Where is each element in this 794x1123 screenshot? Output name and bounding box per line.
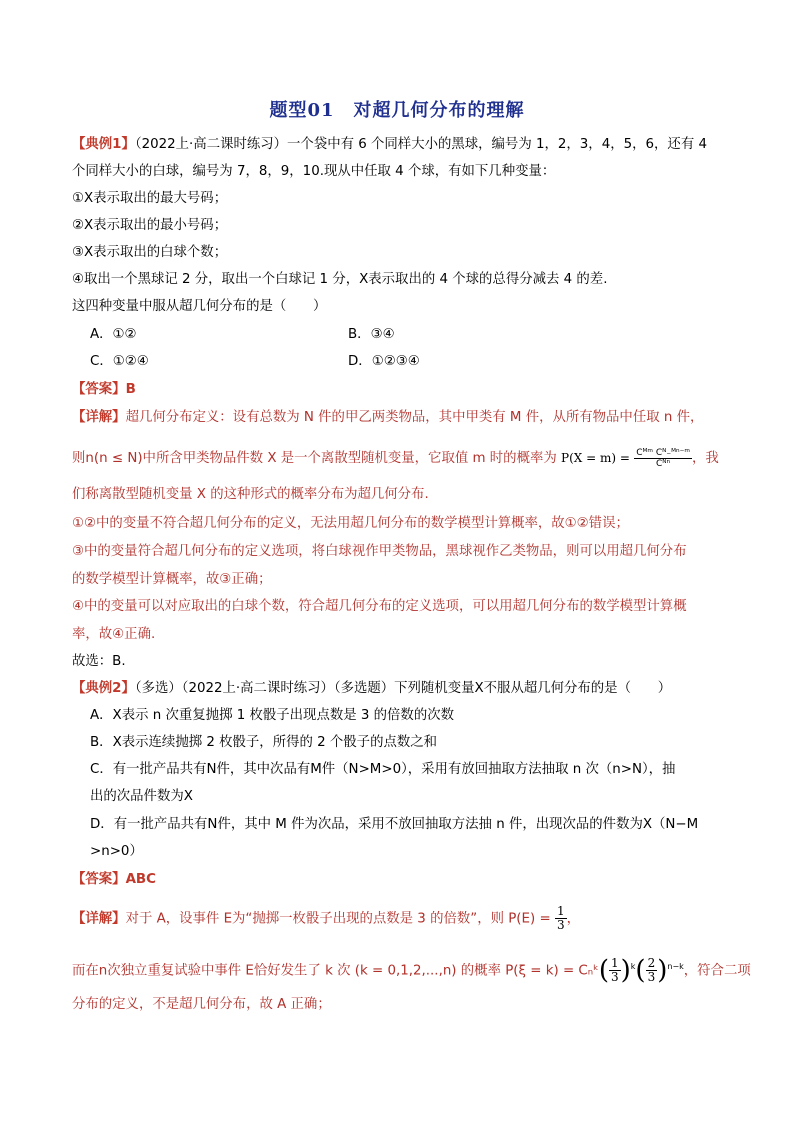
ex1-detail-3: 们称离散型随机变量 X 的这种形式的概率分布为超几何分布. (72, 487, 429, 502)
ex2-option-c-line2: 出的次品件数为X (90, 789, 193, 804)
ex2-detail-2: 而在n次独立重复试验中事件 E恰好发生了 k 次 (k = 0,1,2,...,n) 的概率 P(ξ = k) = Cₙᵏ( $\frac{1}{3}$ )$^k$( $\frac{2}{3}$ )$^{n-k}$，符合二项 (72, 955, 751, 986)
ex2-detail-1: 【详解】对于 A，设事件 E为“抛掷一枚骰子出现的点数是 3 的倍数”，则 P(E) = $\frac{1}{3}$ ， (72, 904, 580, 932)
ex1-tag: 【典例1】 (72, 137, 135, 152)
ex2-option-d-line1: D．有一批产品共有N件，其中 M 件为次品，采用不放回抽取方法抽 n 件，出现次品的件数为X（N−M (90, 817, 699, 832)
ex1-detail-5: ③中的变量符合超几何分布的定义选项，将白球视作甲类物品，黑球视作乙类物品，则可以用超几何分布 (72, 544, 687, 559)
ex2-option-b: B．X表示连续抛掷 2 枚骰子，所得的 2 个骰子的点数之和 (90, 735, 438, 750)
ex1-option-b: B．③④ (348, 327, 395, 342)
ex1-answer: 【答案】B (72, 382, 136, 397)
ex2-option-c-line1: C．有一批产品共有N件，其中次品有M件（N>M>0），采用有放回抽取方法抽取 n 次（n>N），抽 (90, 762, 676, 777)
ex1-detail-8: 率，故④正确. (72, 627, 156, 642)
ex1-line1: 【典例1】（2022上·高二课时练习）一个袋中有 6 个同样大小的黑球，编号为 1，2，3，4，5，6，还有 4 (72, 137, 707, 152)
probability-fraction: $\frac{1}{3}$ (556, 904, 565, 932)
ex1-detail-2: 则n(n ≤ N)中所含甲类物品件数 X 是一个离散型随机变量，它取值 m 时的概率为 P(X = m) = $\frac{\text{Cᴹᵐ Cᴺ₋ᴹⁿ⁻ᵐ}}{\text{Cᴺⁿ}}$ ，我 (72, 447, 719, 469)
ex1-detail-4: ①②中的变量不符合超几何分布的定义，无法用超几何分布的数学模型计算概率，故①②错误； (72, 516, 629, 531)
ex2-tag: 【典例2】 (72, 681, 135, 696)
ex1-conclusion: 故选：B. (72, 654, 126, 669)
ex1-item-4: ④取出一个黑球记 2 分，取出一个白球记 1 分，X表示取出的 4 个球的总得分减去 4 的差. (72, 272, 608, 287)
ex1-option-a: A．①② (90, 327, 137, 342)
ex1-detail-1: 【详解】超几何分布定义：设有总数为 N 件的甲乙两类物品，其中甲类有 M 件，从所有物品中任取 n 件， (72, 410, 704, 425)
ex2-option-a: A．X表示 n 次重复抛掷 1 枚骰子出现点数是 3 的倍数的次数 (90, 708, 454, 723)
ex1-option-d: D．①②③④ (348, 354, 420, 369)
ex2-option-d-line2: >n>0） (90, 844, 143, 859)
page-title: 题型01 对超几何分布的理解 (269, 100, 525, 121)
ex1-question: 这四种变量中服从超几何分布的是（ ） (72, 299, 327, 314)
ex1-detail-7: ④中的变量可以对应取出的白球个数，符合超几何分布的定义选项，可以用超几何分布的数学模型计算概 (72, 599, 687, 614)
hypergeometric-fraction: $\frac{\text{Cᴹᵐ Cᴺ₋ᴹⁿ⁻ᵐ}}{\text{Cᴺⁿ}}$ (636, 447, 690, 469)
ex1-line2: 个同样大小的白球，编号为 7，8，9，10.现从中任取 4 个球，有如下几种变量： (72, 164, 556, 179)
ex1-item-2: ②X表示取出的最小号码； (72, 218, 228, 233)
ex2-answer: 【答案】ABC (72, 872, 156, 887)
binomial-fraction-1: $\frac{1}{3}$ (610, 955, 619, 984)
ex2-detail-3: 分布的定义，不是超几何分布，故 A 正确； (72, 997, 331, 1012)
ex1-detail-6: 的数学模型计算概率，故③正确； (72, 572, 272, 587)
ex1-item-1: ①X表示取出的最大号码； (72, 191, 228, 206)
ex1-item-3: ③X表示取出的白球个数； (72, 245, 228, 260)
ex1-option-c: C．①②④ (90, 354, 149, 369)
binomial-fraction-2: $\frac{2}{3}$ (647, 955, 656, 984)
ex2-line1: 【典例2】（多选）（2022上·高二课时练习）（多选题）下列随机变量X不服从超几何分布的是（ ） (72, 681, 672, 696)
